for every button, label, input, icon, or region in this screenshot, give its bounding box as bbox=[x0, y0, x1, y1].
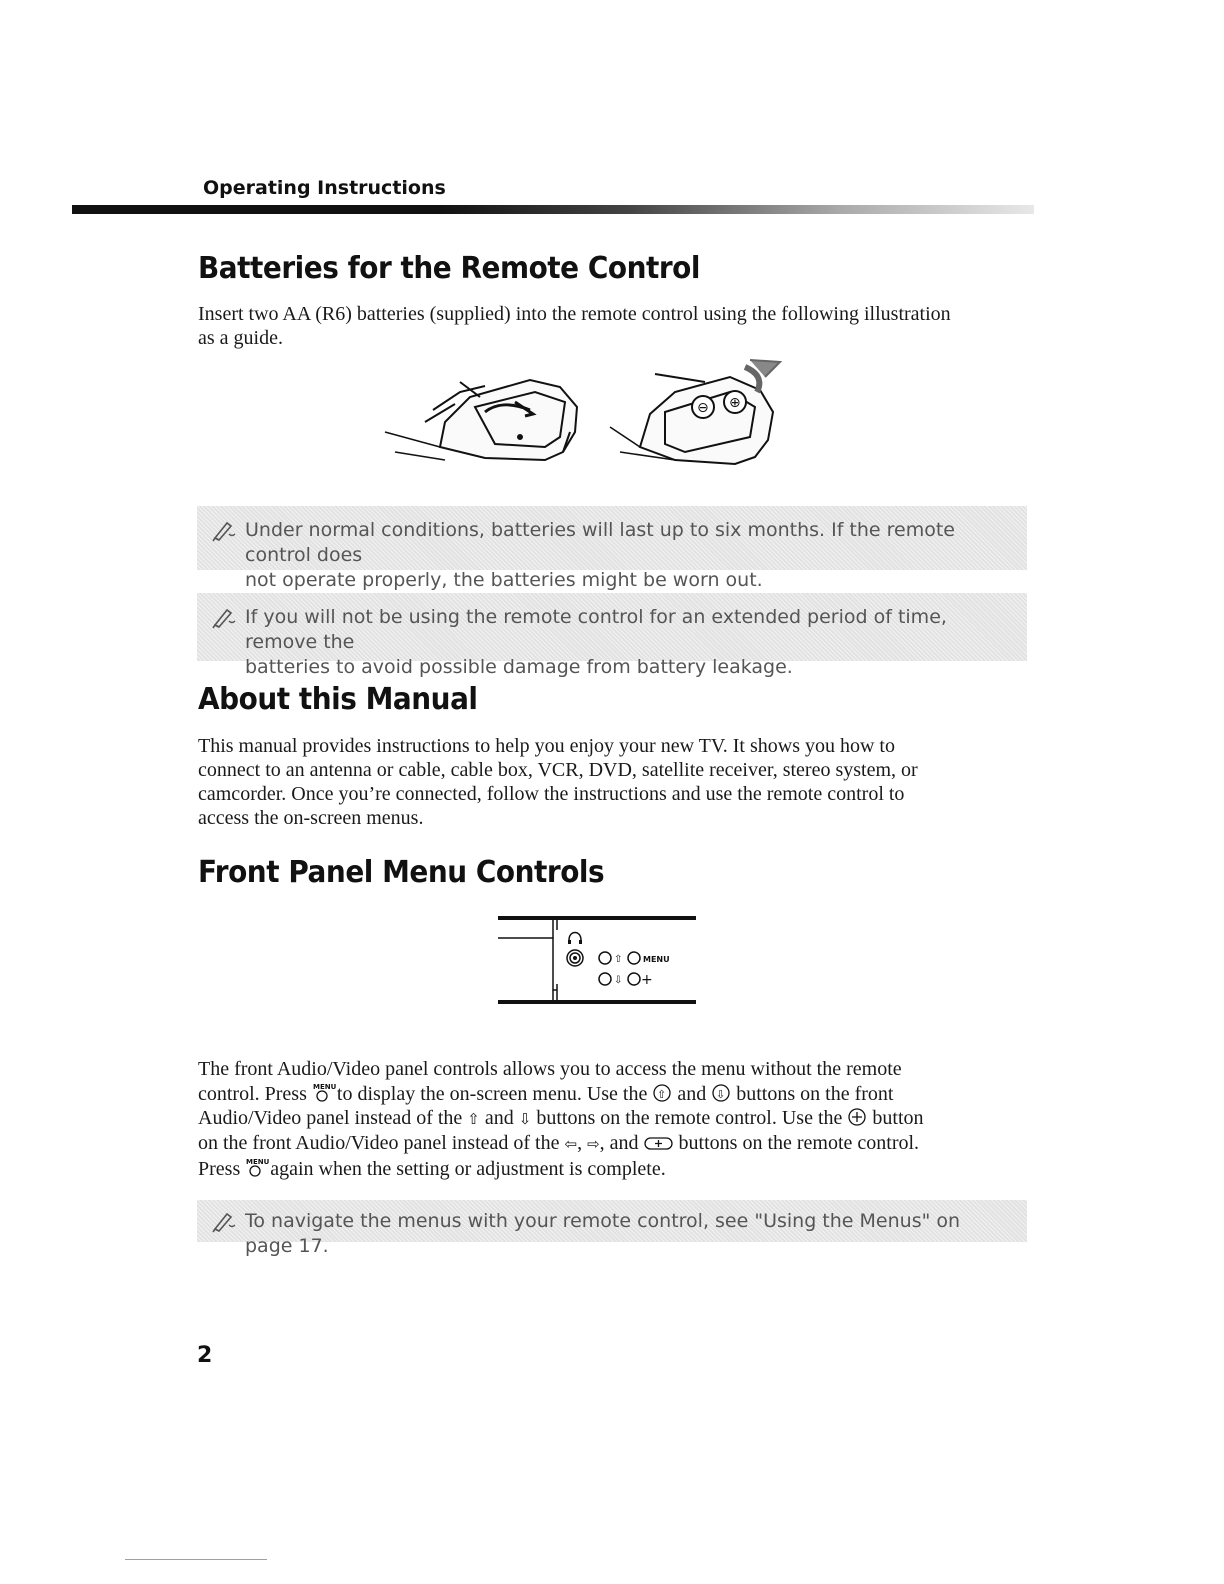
note-battery-life-line1: Under normal conditions, batteries will last up to six months. If the remote control does bbox=[245, 519, 955, 566]
up-arrow-icon: ⇧ bbox=[467, 1110, 480, 1128]
manual-line2: connect to an antenna or cable, cable box, VCR, DVD, satellite receiver, stereo system, or bbox=[198, 759, 918, 781]
header-rule bbox=[72, 205, 1034, 214]
front-panel-line2: control. Press MENU to display the on-screen menu. Use the ⇧ and ⇩ buttons on the front bbox=[198, 1083, 894, 1105]
panel-menu-label: MENU bbox=[643, 955, 670, 964]
front-panel-illustration bbox=[495, 912, 700, 1008]
pencil-note-icon bbox=[211, 1209, 237, 1233]
left-arrow-icon: ⇦ bbox=[564, 1135, 578, 1153]
note-battery-removal-line2: batteries to avoid possible damage from battery leakage. bbox=[245, 656, 793, 678]
front-panel-line3: Audio/Video panel instead of the ⇧ and ⇩ buttons on the remote control. Use the button bbox=[198, 1107, 924, 1129]
panel-down-button-icon bbox=[711, 1083, 731, 1103]
svg-text:MENU: MENU bbox=[312, 1083, 337, 1091]
section-label: Operating Instructions bbox=[203, 177, 446, 199]
panel-enter-button bbox=[628, 973, 640, 985]
front-panel-line1: The front Audio/Video panel controls allows you to access the menu without the remote bbox=[198, 1058, 902, 1080]
manual-line3: camcorder. Once you’re connected, follow the instructions and use the remote control to bbox=[198, 783, 905, 805]
panel-down-button bbox=[599, 973, 611, 985]
manual-line1: This manual provides instructions to help you enjoy your new TV. It shows you how to bbox=[198, 735, 895, 757]
batteries-intro-line1: Insert two AA (R6) batteries (supplied) into the remote control using the following illustration bbox=[198, 303, 951, 325]
pencil-note-icon bbox=[211, 518, 237, 542]
down-arrow-icon: ⇩ bbox=[518, 1110, 532, 1128]
footer-line bbox=[125, 1559, 267, 1560]
note-battery-removal-line1: If you will not be using the remote control for an extended period of time, remove the bbox=[245, 606, 947, 653]
front-panel-line5: Press MENU again when the setting or adjustment is complete. bbox=[198, 1158, 666, 1180]
svg-text:⊖: ⊖ bbox=[697, 400, 709, 416]
note-battery-life-line2: not operate properly, the batteries might be worn out. bbox=[245, 569, 763, 591]
batteries-intro bbox=[198, 302, 1038, 350]
svg-text:MENU: MENU bbox=[246, 1158, 270, 1166]
manual-line4: access the on-screen menus. bbox=[198, 807, 424, 829]
right-arrow-icon: ⇨ bbox=[587, 1135, 600, 1153]
note-battery-life bbox=[197, 506, 1027, 591]
menu-button-icon bbox=[312, 1081, 337, 1103]
page-number: 2 bbox=[197, 1343, 213, 1368]
panel-menu-button bbox=[628, 952, 640, 964]
front-panel-line4: on the front Audio/Video panel instead of the ⇦, ⇨, and buttons on the remote control. bbox=[198, 1132, 920, 1154]
note-navigate-menus-line1: To navigate the menus with your remote control, see "Using the Menus" on page 17. bbox=[245, 1210, 961, 1257]
svg-text:⇩: ⇩ bbox=[614, 975, 623, 986]
menu-button-icon bbox=[245, 1156, 270, 1178]
battery-insertion-illustration bbox=[385, 352, 785, 477]
manual-paragraph bbox=[198, 734, 1038, 830]
pencil-note-icon bbox=[211, 605, 237, 629]
panel-up-button bbox=[599, 952, 611, 964]
headphone-icon bbox=[569, 933, 581, 941]
remote-open-illustration bbox=[610, 360, 780, 464]
batteries-heading: Batteries for the Remote Control bbox=[198, 251, 700, 286]
batteries-intro-line2: as a guide. bbox=[198, 327, 283, 349]
panel-up-button-icon bbox=[652, 1083, 672, 1103]
svg-text:⇧: ⇧ bbox=[614, 954, 623, 965]
note-battery-removal bbox=[197, 593, 1027, 678]
remote-closed-illustration bbox=[385, 380, 577, 460]
svg-text:+: + bbox=[641, 972, 653, 988]
svg-text:⊕: ⊕ bbox=[729, 395, 741, 411]
svg-text:⇩: ⇩ bbox=[716, 1088, 726, 1101]
svg-text:⇧: ⇧ bbox=[657, 1088, 667, 1101]
panel-enter-button-icon bbox=[847, 1107, 867, 1127]
note-navigate-menus bbox=[197, 1200, 1027, 1257]
front-panel-heading: Front Panel Menu Controls bbox=[198, 855, 605, 890]
manual-heading: About this Manual bbox=[198, 682, 478, 717]
remote-enter-button-icon bbox=[644, 1136, 674, 1152]
front-panel-paragraph bbox=[198, 1057, 1038, 1181]
